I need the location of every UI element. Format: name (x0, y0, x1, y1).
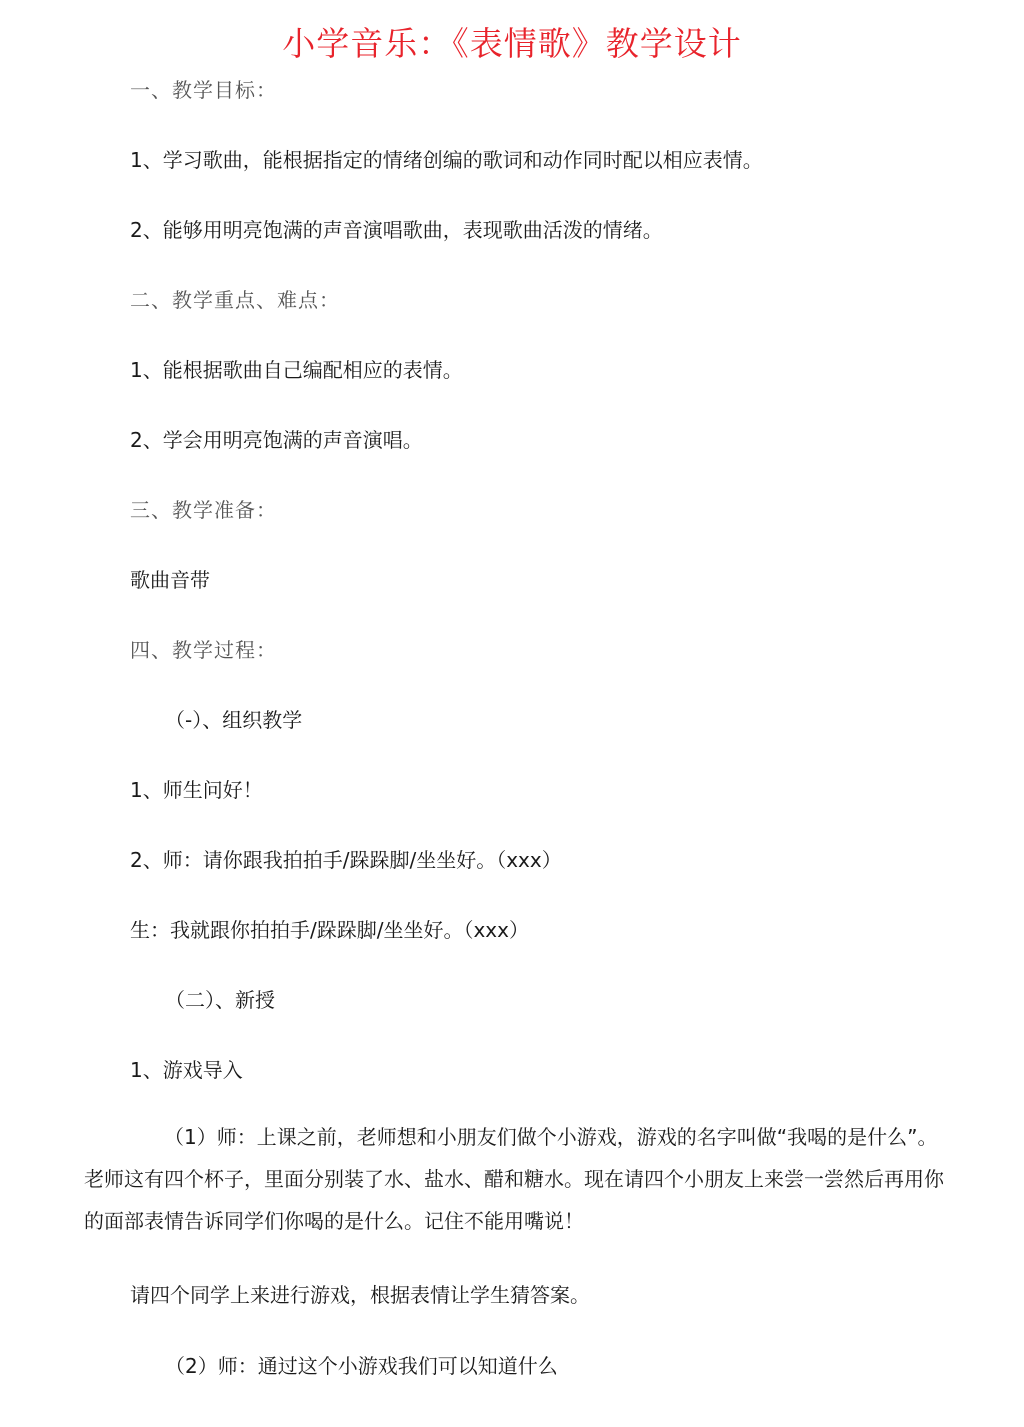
preparation-item: 歌曲音带 (130, 568, 210, 592)
section-heading-objectives: 一、教学目标： (130, 78, 277, 102)
objective-item-2: 2、能够用明亮饱满的声音演唱歌曲，表现歌曲活泼的情绪。 (130, 218, 663, 242)
process-item-game-intro: 1、游戏导入 (130, 1058, 243, 1082)
process-item-student-line: 生：我就跟你拍拍手/跺跺脚/坐坐好。（xxx） (130, 918, 529, 942)
key-point-item-1: 1、能根据歌曲自己编配相应的表情。 (130, 358, 463, 382)
game-paragraph: （1）师：上课之前，老师想和小朋友们做个小游戏，游戏的名字叫做“我喝的是什么”。老师这有四个杯子，里面分别装了水、盐水、醋和糖水。现在请四个小朋友上来尝一尝然后再用你的面部表情告诉同学们你喝的是什么。记住不能用嘴说！ (84, 1125, 944, 1233)
teacher-question: （2）师：通过这个小游戏我们可以知道什么 (165, 1354, 558, 1378)
section-heading-preparation: 三、教学准备： (130, 498, 277, 522)
section-heading-process: 四、教学过程： (130, 638, 277, 662)
process-item-teacher-line: 2、师：请你跟我拍拍手/跺跺脚/坐坐好。（xxx） (130, 848, 562, 872)
key-point-item-2: 2、学会用明亮饱满的声音演唱。 (130, 428, 423, 452)
objective-item-1: 1、学习歌曲，能根据指定的情绪创编的歌词和动作同时配以相应表情。 (130, 148, 763, 172)
section-heading-key-points: 二、教学重点、难点： (130, 288, 340, 312)
game-instruction: 请四个同学上来进行游戏，根据表情让学生猜答案。 (130, 1283, 590, 1307)
subsection-new-lesson: （二）、新授 (165, 988, 275, 1012)
process-item-greeting: 1、师生问好！ (130, 778, 263, 802)
subsection-organize: （-）、组织教学 (165, 708, 303, 732)
document-title: 小学音乐：《表情歌》教学设计 (282, 24, 742, 63)
